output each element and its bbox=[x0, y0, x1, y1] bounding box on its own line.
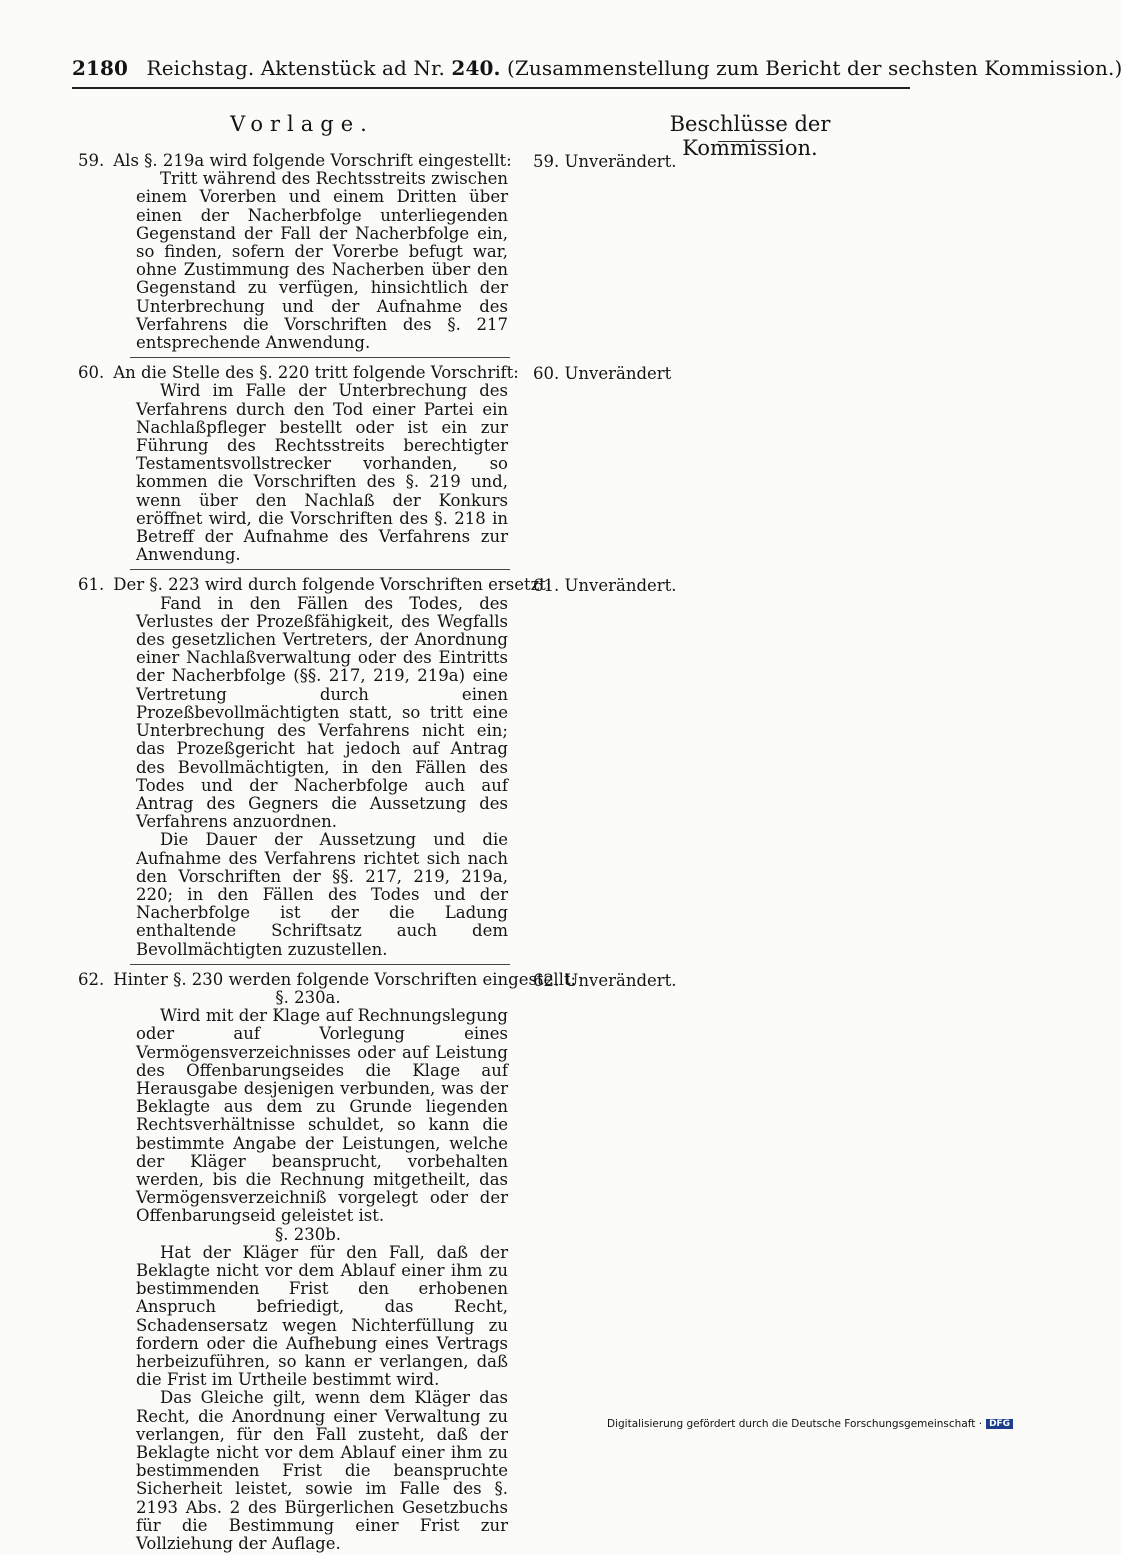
header-rule bbox=[72, 87, 910, 89]
proposal-item-61 bbox=[78, 575, 552, 959]
proposal-item-62 bbox=[78, 969, 577, 1554]
page-header bbox=[72, 56, 1122, 80]
section-paragraph: Das Gleiche gilt, wenn dem Kläger das Recht, die Anordnung einer Verwaltung zu verlangen, für den Fall zusteht, daß der Beklagte nicht vor dem Ablauf einer ihm zu bestimmenden Frist die beanspruchte Sicherheit leistet, sowie im Falle des §. 2193 Abs. 2 des Bürgerlichen Gesetzbuchs für die Bestimmung einer Frist zur Vollziehung der Auflage. bbox=[136, 1388, 508, 1554]
proposal-item-59 bbox=[78, 151, 512, 353]
digitization-footer bbox=[607, 1418, 1013, 1430]
footer-credit: Digitalisierung gefördert durch die Deutsche Forschungsgemeinschaft · bbox=[607, 1418, 983, 1430]
left-column-title: Vorlage. bbox=[230, 112, 374, 136]
section-heading: §. 230b. bbox=[274, 1224, 342, 1244]
item-intro: Hinter §. 230 werden folgende Vorschriften eingestellt: bbox=[113, 969, 577, 989]
item-number: 60. bbox=[78, 363, 105, 383]
header-suffix: (Zusammenstellung zum Bericht der sechsten Kommission.) bbox=[507, 56, 1122, 80]
dfg-logo: DFG bbox=[986, 1419, 1013, 1429]
item-divider bbox=[130, 569, 510, 570]
item-paragraph: Die Dauer der Aussetzung und die Aufnahme des Verfahrens richtet sich nach den Vorschriften der §§. 217, 219, 219a, 220; in den Fällen des Todes und der Nacherbfolge ist der die Ladung enthaltende Schriftsatz auch dem Bevollmächtigten zuzustellen. bbox=[136, 830, 508, 959]
proposal-column bbox=[78, 151, 577, 1555]
item-divider bbox=[130, 357, 510, 358]
page-number: 2180 bbox=[72, 56, 129, 80]
right-title-underline bbox=[718, 141, 782, 142]
decision-62: 62. Unverändert. bbox=[533, 970, 677, 990]
item-number: 61. bbox=[78, 575, 105, 595]
decision-61: 61. Unverändert. bbox=[533, 576, 677, 596]
item-number: 62. bbox=[78, 969, 105, 989]
item-paragraph: Wird im Falle der Unterbrechung des Verfahrens durch den Tod einer Partei ein Nachlaßpfleger bestellt oder ist ein zur Führung des Rechtsstreits berechtigter Testamentsvollstrecker vorhanden, so kommen die Vorschriften des §. 219 und, wenn über den Nachlaß der Konkurs eröffnet wird, die Vorschriften des §. 218 in Betreff der Aufnahme des Verfahrens zur Anwendung. bbox=[136, 381, 508, 565]
item-heading bbox=[78, 575, 552, 595]
item-heading bbox=[78, 969, 577, 989]
item-divider bbox=[130, 964, 510, 965]
item-heading bbox=[78, 151, 512, 170]
right-column-title: Beschlüsse der Kommission. bbox=[669, 112, 831, 160]
item-intro: Der §. 223 wird durch folgende Vorschriften ersetzt: bbox=[113, 575, 552, 595]
section-paragraph: Hat der Kläger für den Fall, daß der Beklagte nicht vor dem Ablauf einer ihm zu bestimmenden Frist den erhobenen Anspruch befriedigt, das Recht, Schadensersatz wegen Nichterfüllung zu fordern oder die Aufhebung eines Vertrags herbeizuführen, so kann er verlangen, daß die Frist im Urtheile bestimmt wird. bbox=[136, 1242, 508, 1390]
item-heading bbox=[78, 363, 519, 383]
section-heading: §. 230a. bbox=[275, 987, 341, 1007]
proposal-item-60 bbox=[78, 363, 519, 565]
decision-60: 60. Unverändert bbox=[533, 364, 672, 384]
item-paragraph: Tritt während des Rechtsstreits zwischen einem Vorerben und einem Dritten über einen der Nacherbfolge unterliegenden Gegenstand der Fall der Nacherbfolge ein, so finden, sofern der Vorerbe befugt war, ohne Zustimmung des Nacherben über den Gegenstand zu verfügen, hinsichtlich der Unterbrechung und der Aufnahme des Verfahrens die Vorschriften des §. 217 entsprechende Anwendung. bbox=[136, 169, 508, 353]
item-paragraph: Fand in den Fällen des Todes, des Verlustes der Prozeßfähigkeit, des Wegfalls des gesetzlichen Vertreters, der Anordnung einer Nachlaßverwaltung oder des Eintritts der Nacherbfolge (§§. 217, 219, 219a) eine Vertretung durch einen Prozeßbevollmächtigten statt, so tritt eine Unterbrechung des Verfahrens nicht ein; das Prozeßgericht hat jedoch auf Antrag des Bevollmächtigten, in den Fällen des Todes und der Nacherbfolge auch auf Antrag des Gegners die Aussetzung des Verfahrens anzuordnen. bbox=[136, 593, 508, 832]
item-number: 59. bbox=[78, 151, 105, 170]
item-intro: An die Stelle des §. 220 tritt folgende Vorschrift: bbox=[113, 363, 519, 383]
document-number: 240. bbox=[451, 56, 501, 80]
header-prefix: Reichstag. Aktenstück ad Nr. bbox=[146, 56, 445, 80]
section-paragraph: Wird mit der Klage auf Rechnungslegung oder auf Vorlegung eines Vermögensverzeichnisses oder auf Leistung des Offenbarungseides die Klage auf Herausgabe desjenigen verbunden, was der Beklagte aus dem zu Grunde liegenden Rechtsverhältnisse schuldet, so kann die bestimmte Angabe der Leistungen, welche der Kläger beansprucht, vorbehalten werden, bis die Rechnung mitgetheilt, das Vermögensverzeichniß vorgelegt oder der Offenbarungseid geleistet ist. bbox=[136, 1006, 508, 1226]
decision-59: 59. Unverändert. bbox=[533, 152, 677, 171]
item-intro: Als §. 219a wird folgende Vorschrift eingestellt: bbox=[113, 151, 512, 170]
